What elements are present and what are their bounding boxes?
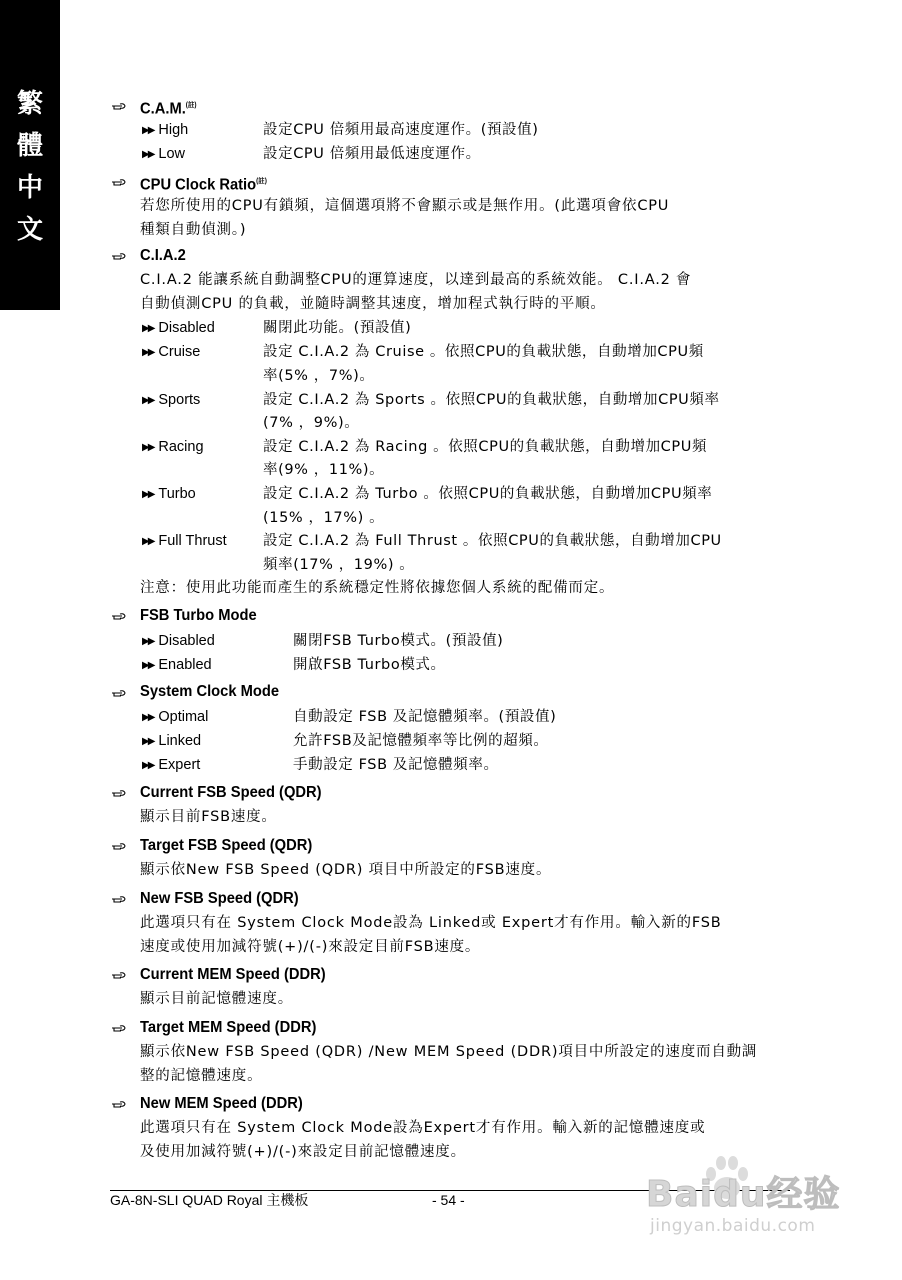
paragraph-line: C.I.A.2 能讓系統自動調整CPU的運算速度，以達到最高的系統效能。 C.I.A.2 會	[140, 272, 692, 288]
option-description-continued: 率(5% ，7%)。	[263, 368, 375, 384]
paragraph-line: 及使用加減符號(+)/(-)來設定目前記憶體速度。	[140, 1144, 466, 1160]
double-arrow-icon: ▶▶	[142, 149, 154, 160]
double-arrow-icon: ▶▶	[142, 125, 154, 136]
section-title-cam: C.A.M.$^{(註)}$	[140, 100, 197, 118]
section-title-new-fsb: New FSB Speed (QDR)	[140, 890, 299, 907]
pointing-hand-icon	[111, 1020, 127, 1036]
pointing-hand-icon	[111, 785, 127, 801]
double-arrow-icon: ▶▶	[142, 347, 154, 358]
option-description: 設定 C.I.A.2 為 Turbo 。依照CPU的負載狀態，自動增加CPU頻率	[263, 486, 713, 502]
paragraph-line: 顯示目前記憶體速度。	[140, 991, 293, 1007]
paragraph-line: 顯示依New FSB Speed (QDR) /New MEM Speed (DDR)項目中所設定的速度而自動調	[140, 1044, 758, 1060]
watermark-brand: Baidu经验	[646, 1174, 841, 1215]
section-title-target-mem: Target MEM Speed (DDR)	[140, 1019, 317, 1036]
paragraph-line: 顯示目前FSB速度。	[140, 809, 277, 825]
option-description-continued: (15% ，17%) 。	[263, 510, 385, 526]
paragraph-line: 此選項只有在 System Clock Mode設為Expert才有作用。輸入新的記憶體速度或	[140, 1120, 706, 1136]
section-title-current-fsb: Current FSB Speed (QDR)	[140, 784, 322, 801]
option-description: 允許FSB及記憶體頻率等比例的超頻。	[293, 733, 549, 749]
pointing-hand-icon	[111, 98, 127, 114]
double-arrow-icon: ▶▶	[142, 536, 154, 547]
paragraph-line: 若您所使用的CPU有鎖頻，這個選項將不會顯示或是無作用。(此選項會依CPU	[140, 198, 670, 214]
section-title-current-mem: Current MEM Speed (DDR)	[140, 966, 326, 983]
option-description: 設定 C.I.A.2 為 Full Thrust 。依照CPU的負載狀態，自動增加CPU	[263, 533, 722, 549]
double-arrow-icon: ▶▶	[142, 442, 154, 453]
paragraph-line: 自動偵測CPU 的負載，並隨時調整其速度，增加程式執行時的平順。	[140, 296, 606, 312]
double-arrow-icon: ▶▶	[142, 760, 154, 771]
footer-model: GA-8N-SLI QUAD Royal 主機板	[110, 1192, 309, 1208]
option-description-continued: 率(9% ，11%)。	[263, 462, 385, 478]
double-arrow-icon: ▶▶	[142, 736, 154, 747]
option-description-continued: 頻率(17% ，19%) 。	[263, 557, 415, 573]
double-arrow-icon: ▶▶	[142, 660, 154, 671]
pointing-hand-icon	[111, 248, 127, 264]
double-arrow-icon: ▶▶	[142, 489, 154, 500]
double-arrow-icon: ▶▶	[142, 395, 154, 406]
paragraph-line: 顯示依New FSB Speed (QDR) 項目中所設定的FSB速度。	[140, 862, 552, 878]
option-description-continued: (7% ，9%)。	[263, 415, 360, 431]
option-name: ▶▶ Full Thrust	[142, 529, 227, 554]
section-title-cpu-clock-ratio: CPU Clock Ratio$^{(註)}$	[140, 176, 267, 194]
option-description: 開啟FSB Turbo模式。	[293, 657, 446, 673]
option-description: 設定CPU 倍頻用最高速度運作。(預設值)	[263, 122, 539, 138]
paragraph-line: 種類自動偵測。)	[140, 222, 247, 238]
section-title-new-mem: New MEM Speed (DDR)	[140, 1095, 303, 1112]
option-description: 設定 C.I.A.2 為 Sports 。依照CPU的負載狀態，自動增加CPU頻率	[263, 392, 720, 408]
side-tab-char: 文	[16, 215, 43, 245]
option-name: ▶▶ Cruise	[142, 340, 200, 365]
paragraph-line: 整的記憶體速度。	[140, 1068, 263, 1084]
double-arrow-icon: ▶▶	[142, 636, 154, 647]
pointing-hand-icon	[111, 685, 127, 701]
option-name: ▶▶ Sports	[142, 388, 200, 413]
option-description: 自動設定 FSB 及記憶體頻率。(預設值)	[293, 709, 557, 725]
side-tab-char: 體	[16, 131, 43, 161]
option-name: ▶▶ Expert	[142, 753, 200, 778]
pointing-hand-icon	[111, 967, 127, 983]
watermark-url: jingyan.baidu.com	[650, 1216, 816, 1236]
side-tab-char: 中	[16, 173, 43, 203]
warning-note: 注意：使用此功能而產生的系統穩定性將依據您個人系統的配備而定。	[140, 580, 615, 596]
paragraph-line: 速度或使用加減符號(+)/(-)來設定目前FSB速度。	[140, 939, 481, 955]
option-name: ▶▶ Optimal	[142, 705, 208, 730]
option-description: 設定CPU 倍頻用最低速度運作。	[263, 146, 481, 162]
section-title-fsb-turbo: FSB Turbo Mode	[140, 607, 257, 624]
option-name: ▶▶ Disabled	[142, 316, 215, 341]
option-name: ▶▶ Disabled	[142, 629, 215, 654]
baidu-watermark	[630, 1150, 870, 1250]
option-name: ▶▶ Enabled	[142, 653, 212, 678]
option-description: 手動設定 FSB 及記憶體頻率。	[293, 757, 499, 773]
option-description: 設定 C.I.A.2 為 Cruise 。依照CPU的負載狀態，自動增加CPU頻	[263, 344, 704, 360]
option-name: ▶▶ Turbo	[142, 482, 196, 507]
pointing-hand-icon	[111, 174, 127, 190]
paragraph-line: 此選項只有在 System Clock Mode設為 Linked或 Expert才有作用。輸入新的FSB	[140, 915, 722, 931]
pointing-hand-icon	[111, 838, 127, 854]
page-number: - 54 -	[432, 1192, 465, 1208]
option-name: ▶▶ High	[142, 118, 188, 143]
option-description: 設定 C.I.A.2 為 Racing 。依照CPU的負載狀態，自動增加CPU頻	[263, 439, 708, 455]
side-tab-char: 繁	[16, 89, 43, 119]
section-title-cia2: C.I.A.2	[140, 247, 186, 264]
double-arrow-icon: ▶▶	[142, 323, 154, 334]
option-name: ▶▶ Racing	[142, 435, 204, 460]
option-description: 關閉FSB Turbo模式。(預設值)	[293, 633, 504, 649]
section-title-target-fsb: Target FSB Speed (QDR)	[140, 837, 313, 854]
pointing-hand-icon	[111, 891, 127, 907]
pointing-hand-icon	[111, 608, 127, 624]
option-name: ▶▶ Low	[142, 142, 185, 167]
section-title-system-clock: System Clock Mode	[140, 683, 280, 700]
option-name: ▶▶ Linked	[142, 729, 201, 754]
pointing-hand-icon	[111, 1096, 127, 1112]
option-description: 關閉此功能。(預設值)	[263, 320, 412, 336]
double-arrow-icon: ▶▶	[142, 712, 154, 723]
